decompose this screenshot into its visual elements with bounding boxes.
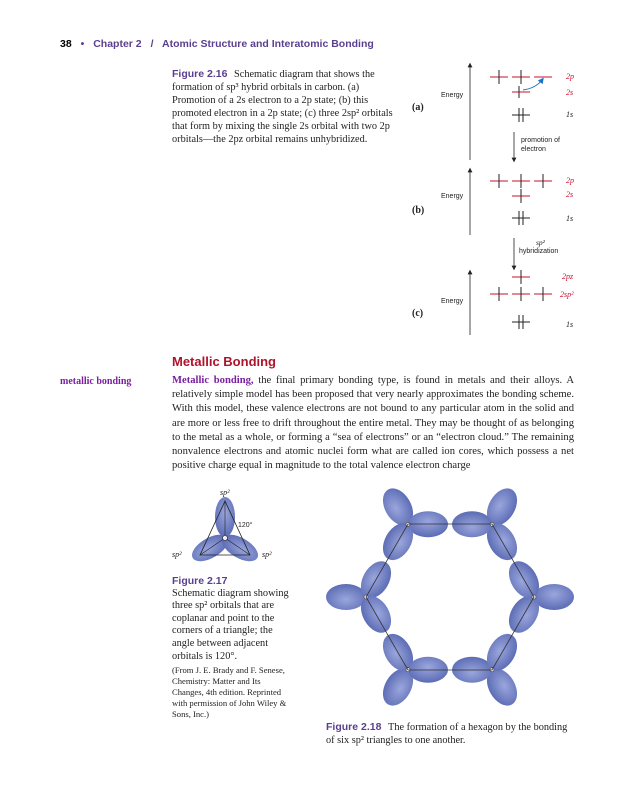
panel-c-energy-label: Energy <box>441 298 464 305</box>
orbital-label-left: sp² <box>172 550 182 559</box>
panel-a-level-2p: 2p <box>566 72 574 81</box>
figure-2-16-caption <box>172 68 404 146</box>
panel-b-level-2p: 2p <box>566 176 574 185</box>
figure-2-17-credit: (From J. E. Brady and F. Senese, Chemistry: Matter and Its Changes, 4th edition. Reprinted with permission of John Wiley & Sons, Inc.) <box>172 665 287 720</box>
panel-c-level-2pz: 2pz <box>562 272 574 281</box>
panel-c-level-2sp2: 2sp² <box>560 290 574 299</box>
panel-b-label: (b) <box>412 205 425 216</box>
figure-2-18-text: The formation of a hexagon by the bonding of six sp² triangles to one another. <box>326 722 568 746</box>
header-bullet: • <box>80 38 85 50</box>
sp2-lobe <box>534 584 574 610</box>
panel-c-label: (c) <box>412 308 424 319</box>
paragraph-text: the final primary bonding type, is found in metals and their alloys. A relatively simple model has been proposed that very nearly approximates the bonding scheme. With this model, these valence electrons are not bound to any particular atom in the solid and are more or less free to drift throughout the entire metal. They may be thought of as belonging to the metal as a whole, or forming a “sea of electrons” or an “electron cloud.” The remaining nonvalence electrons and atomic nuclei form what are called ion cores, which possess a net positive charge equal in magnitude to the total valence electron charge <box>172 375 574 472</box>
page-number: 38 <box>60 38 72 50</box>
header-divider: / <box>150 38 154 50</box>
running-header <box>60 38 374 50</box>
body-paragraph <box>172 374 574 473</box>
panel-a-energy-label: Energy <box>441 92 464 99</box>
panel-b-level-1s: 1s <box>566 214 574 223</box>
panel-b-graphic <box>470 170 552 235</box>
inline-term: Metallic bonding, <box>172 375 254 386</box>
panel-a-graphic <box>470 65 552 160</box>
orbital-label-right: sp² <box>262 550 272 559</box>
figure-2-17-caption <box>172 575 292 720</box>
figure-2-18-caption <box>326 721 576 747</box>
hybridization-label: hybridization <box>519 248 559 255</box>
figure-2-18-hexagon <box>322 478 582 716</box>
figure-2-17-text: Schematic diagram showing three sp² orbitals that are coplanar and point to the corners of a triangle; the angle between adjacent orbitals is 120°. <box>172 587 289 662</box>
panel-c-graphic <box>470 270 552 335</box>
section-heading: Metallic Bonding <box>172 354 276 369</box>
figure-2-18-label: Figure 2.18 <box>326 721 382 733</box>
panel-b-level-2s: 2s <box>566 190 574 199</box>
angle-label: 120° <box>238 522 253 529</box>
promotion-label: promotion of electron <box>521 137 560 153</box>
panel-c-level-1s: 1s <box>566 320 574 329</box>
chapter-title: Atomic Structure and Interatomic Bonding <box>162 38 374 50</box>
sp2-lobe <box>326 584 366 610</box>
figure-2-16-text: Schematic diagram that shows the formation of sp³ hybrid orbitals in carbon. (a) Promotion of a 2s electron to a 2p state; (b) this promoted electron in a 2p state; (c) three 2sp² orbitals that form by mixing the single 2s orbital with two 2p orbitals—the 2pz orbital remains unhybridized. <box>172 69 393 145</box>
margin-glossary-term: metallic bonding <box>60 376 132 387</box>
panel-a-level-2s: 2s <box>566 88 574 97</box>
panel-a-label: (a) <box>412 102 424 113</box>
figure-2-17-label: Figure 2.17 <box>172 575 228 587</box>
hybridization-sp2-label: sp² <box>536 238 545 247</box>
orbital-label-top: sp² <box>220 488 230 497</box>
chapter-label: Chapter 2 <box>93 38 142 50</box>
panel-a-level-1s: 1s <box>566 110 574 119</box>
energy-level-diagram <box>460 60 590 340</box>
figure-2-16-label: Figure 2.16 <box>172 68 228 80</box>
panel-b-energy-label: Energy <box>441 193 464 200</box>
